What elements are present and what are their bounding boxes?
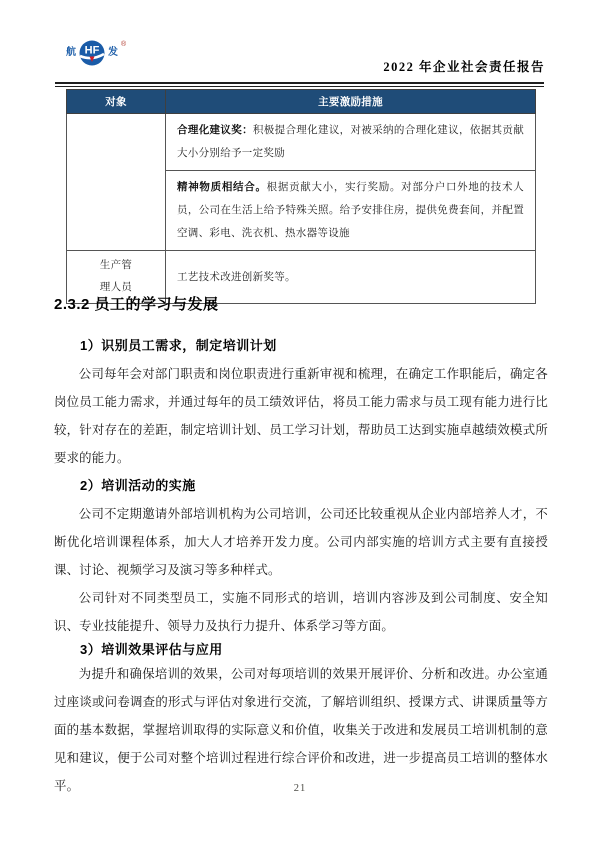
header-rule [55,82,544,87]
table-row [67,114,536,171]
column-header-measures: 主要激励措施 [166,90,536,114]
measure-cell [166,114,536,171]
object-label: 生产管理人员 [99,260,133,293]
object-cell-empty [67,114,166,251]
page-number: 21 [293,783,307,794]
section-heading: 2.3.2 员工的学习与发展 [54,296,219,313]
measure-text: 积极提合理化建议，对被采纳的合理化建议，依据其贡献大小分别给予一定奖励 [177,125,524,159]
paragraph: 公司每年会对部门职责和岗位职责进行重新审视和梳理，在确定工作职能后，确定各岗位员工能力需求，并通过每年的员工绩效评估，将员工能力需求与员工现有能力进行比较，针对存在的差距，制定培训计划、员工学习计划，帮助员工达到实施卓越绩效模式所要求的能力。 [54,367,548,465]
column-header-object: 对象 [67,90,166,114]
measure-cell [166,171,536,251]
registered-trademark-icon: ® [121,40,127,48]
svg-text:HF: HF [84,44,100,57]
report-title: 2022 年企业社会责任报告 [383,60,545,74]
hf-logo-icon [79,40,105,66]
subsection-2-title: 2）培训活动的实施 [80,478,196,493]
measure-text: 工艺技术改进创新奖等。 [177,271,296,283]
section-content [54,291,548,800]
subsection-3-title: 3）培训效果评估与应用 [80,642,223,657]
measure-lead: 精神物质相结合。 [177,181,267,193]
subsection-1-title: 1）识别员工需求，制定培训计划 [80,338,277,353]
company-logo [66,40,126,66]
table-header-row [67,90,536,114]
paragraph: 公司不定期邀请外部培训机构为公司培训，公司还比较重视从企业内部培养人才，不断优化培训课程体系，加大人才培养开发力度。公司内部实施的培训方式主要有直接授课、讨论、视频学习及演习等多种样式。 [54,507,548,577]
logo-left-char: 航 [66,47,76,58]
measure-lead: 合理化建议奖： [177,124,253,136]
paragraph: 公司针对不同类型员工，实施不同形式的培训，培训内容涉及到公司制度、安全知识、专业技能提升、领导力及执行力提升、体系学习等方面。 [54,591,548,633]
logo-right-char: 发 [108,47,118,58]
paragraph: 为提升和确保培训的效果，公司对每项培训的效果开展评价、分析和改进。办公室通过座谈或问卷调查的形式与评估对象进行交流，了解培训组织、授课方式、讲课质量等方面的基本数据，掌握培训取得的实际意义和价值，收集关于改进和发展员工培训机制的意见和建议，便于公司对整个培训过程进行综合评价和改进，进一步提高员工培训的整体水平。 [54,667,548,793]
incentive-measures-table [66,89,536,304]
measure-text: 根据贡献大小，实行奖励。对部分户口外地的技术人员，公司在生活上给予特殊关照。给予安排住房，提供免费套间，并配置空调、彩电、洗衣机、热水器等设施 [177,182,524,239]
